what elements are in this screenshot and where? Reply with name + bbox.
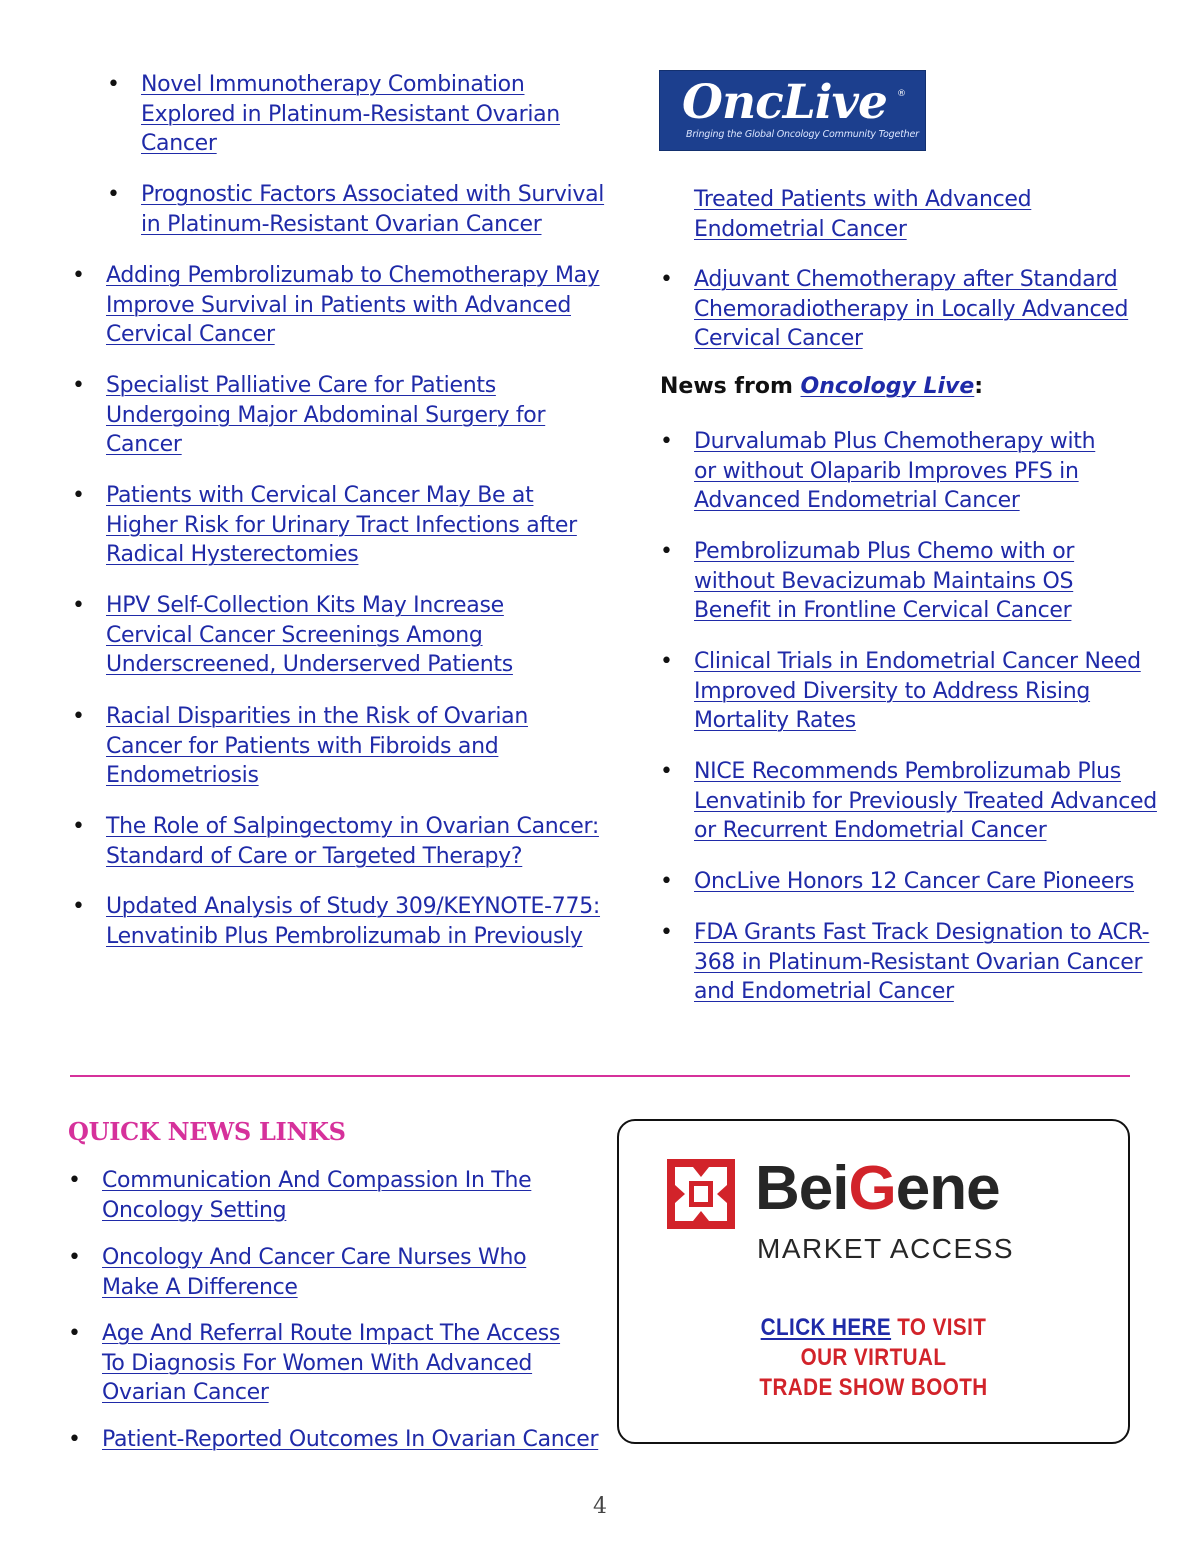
news-heading [660, 374, 983, 399]
news-heading-prefix: News from [660, 374, 801, 399]
link-line: Improve Survival in Patients with Advanced [106, 292, 571, 318]
link-line: Updated Analysis of Study 309/KEYNOTE-775: [106, 894, 601, 919]
link-line: Chemoradiotherapy in Locally Advanced [694, 296, 1129, 322]
bullet: • [68, 1427, 81, 1452]
quick-news-link[interactable] [102, 1425, 598, 1455]
section-divider [70, 1075, 1130, 1077]
article-link[interactable] [106, 892, 600, 951]
bullet: • [68, 1168, 81, 1193]
article-link[interactable] [694, 185, 1031, 244]
bullet: • [72, 263, 85, 288]
article-link[interactable] [694, 265, 1128, 354]
registered-mark: ® [897, 89, 906, 99]
bullet: • [72, 704, 85, 729]
link-line: Underscreened, Underserved Patients [106, 652, 513, 677]
link-line: Oncology And Cancer Care Nurses Who [102, 1245, 527, 1270]
article-link[interactable] [141, 180, 604, 239]
brand-part: Bei [755, 1154, 849, 1223]
article-link[interactable] [106, 481, 577, 570]
link-line: Cancer [106, 432, 182, 457]
brand-part: ene [895, 1154, 1000, 1223]
link-line: in Platinum-Resistant Ovarian Cancer [141, 211, 542, 237]
article-link[interactable] [694, 647, 1141, 736]
article-link[interactable] [694, 918, 1149, 1007]
page-number: 4 [593, 1494, 607, 1519]
link-line: Oncology Setting [102, 1197, 287, 1223]
link-line: Explored in Platinum-Resistant Ovarian [141, 101, 560, 127]
link-line: Radical Hysterectomies [106, 542, 359, 567]
link-line: Lenvatinib for Previously Treated Advanced [694, 788, 1157, 814]
brand-part-g: G [848, 1154, 896, 1223]
onclive-logo[interactable] [659, 70, 926, 151]
link-line: Ovarian Cancer [102, 1380, 269, 1405]
article-link[interactable] [694, 427, 1095, 516]
market-access-subtitle: MARKET ACCESS [757, 1233, 1015, 1264]
link-line: Adding Pembrolizumab to Chemotherapy May [106, 263, 600, 288]
bullet: • [660, 920, 673, 945]
onclive-logo-text: OncLive [682, 75, 887, 130]
news-heading-suffix: : [974, 374, 984, 399]
article-link[interactable] [106, 371, 545, 460]
link-line: 368 in Platinum-Resistant Ovarian Cancer [694, 949, 1143, 975]
link-line: OncLive Honors 12 Cancer Care Pioneers [694, 869, 1135, 894]
link-line: Benefit in Frontline Cervical Cancer [694, 598, 1072, 623]
link-line: Novel Immunotherapy Combination [141, 72, 525, 97]
link-line: Clinical Trials in Endometrial Cancer Need [694, 649, 1141, 674]
beigene-ad[interactable] [617, 1119, 1130, 1444]
article-link[interactable] [694, 867, 1134, 897]
bullet: • [107, 182, 120, 207]
article-link[interactable] [106, 812, 599, 871]
bullet: • [72, 373, 85, 398]
article-link[interactable] [694, 757, 1157, 846]
beigene-wordmark [755, 1153, 1000, 1224]
link-line: Age And Referral Route Impact The Access [102, 1321, 561, 1346]
link-line: Pembrolizumab Plus Chemo with or [694, 539, 1075, 564]
bullet: • [68, 1245, 81, 1270]
bullet: • [68, 1321, 81, 1346]
link-line: Prognostic Factors Associated with Survival [141, 182, 605, 207]
bullet: • [660, 429, 673, 454]
article-link[interactable] [694, 537, 1074, 626]
quick-news-link[interactable] [102, 1319, 560, 1408]
link-line: Cervical Cancer Screenings Among [106, 622, 483, 648]
article-link[interactable] [106, 702, 528, 791]
oncology-live-link[interactable]: Oncology Live [800, 374, 975, 399]
click-here-link[interactable]: CLICK HERE [760, 1314, 892, 1341]
onclive-tagline: Bringing the Global Oncology Community Together [686, 129, 919, 140]
link-line: Standard of Care or Targeted Therapy? [106, 843, 523, 869]
ad-call-to-action [655, 1313, 1093, 1403]
link-line: Lenvatinib Plus Pembrolizumab in Previously [106, 923, 583, 949]
link-line: and Endometrial Cancer [694, 979, 954, 1004]
link-line: HPV Self-Collection Kits May Increase [106, 593, 504, 618]
link-line: without Bevacizumab Maintains OS [694, 568, 1074, 594]
link-line: Patient-Reported Outcomes In Ovarian Cancer [102, 1427, 599, 1452]
bullet: • [72, 814, 85, 839]
link-line: Treated Patients with Advanced [694, 187, 1032, 212]
link-line: Adjuvant Chemotherapy after Standard [694, 267, 1118, 292]
list-item-continuation [694, 185, 1031, 244]
link-line: Racial Disparities in the Risk of Ovarian [106, 704, 528, 729]
link-line: FDA Grants Fast Track Designation to ACR- [694, 920, 1150, 945]
link-line: To Diagnosis For Women With Advanced [102, 1350, 533, 1376]
quick-news-link[interactable] [102, 1243, 526, 1302]
link-line: Cancer for Patients with Fibroids and [106, 733, 499, 759]
bullet: • [72, 593, 85, 618]
bullet: • [72, 894, 85, 919]
link-line: Undergoing Major Abdominal Surgery for [106, 402, 546, 428]
quick-news-title: QUICK NEWS LINKS [68, 1117, 346, 1146]
quick-news-link[interactable] [102, 1166, 531, 1225]
link-line: Higher Risk for Urinary Tract Infections after [106, 512, 577, 538]
link-line: Make A Difference [102, 1274, 298, 1300]
link-line: Improved Diversity to Address Rising [694, 678, 1091, 704]
link-line: Mortality Rates [694, 708, 856, 733]
link-line: or Recurrent Endometrial Cancer [694, 818, 1047, 843]
cta-text: OUR VIRTUAL [800, 1344, 947, 1371]
bullet: • [660, 267, 673, 292]
cta-text: TRADE SHOW BOOTH [759, 1374, 988, 1401]
article-link[interactable] [106, 261, 600, 350]
link-line: Endometriosis [106, 763, 259, 788]
link-line: Specialist Palliative Care for Patients [106, 373, 496, 398]
bullet: • [660, 869, 673, 894]
bullet: • [107, 72, 120, 97]
article-link[interactable] [141, 70, 560, 159]
link-line: The Role of Salpingectomy in Ovarian Cancer: [106, 814, 599, 839]
link-line: Communication And Compassion In The [102, 1168, 532, 1193]
link-line: Patients with Cervical Cancer May Be at [106, 483, 534, 508]
link-line: or without Olaparib Improves PFS in [694, 458, 1079, 484]
bullet: • [660, 759, 673, 784]
link-line: NICE Recommends Pembrolizumab Plus [694, 759, 1121, 784]
link-line: Endometrial Cancer [694, 216, 907, 242]
bullet: • [72, 483, 85, 508]
link-line: Cervical Cancer [106, 322, 275, 347]
article-link[interactable] [106, 591, 513, 680]
beigene-logo-icon [667, 1159, 735, 1229]
link-line: Advanced Endometrial Cancer [694, 488, 1020, 513]
cta-text: TO VISIT [891, 1314, 987, 1341]
link-line: Durvalumab Plus Chemotherapy with [694, 429, 1096, 454]
bullet: • [660, 649, 673, 674]
bullet: • [660, 539, 673, 564]
link-line: Cervical Cancer [694, 326, 863, 351]
link-line: Cancer [141, 131, 217, 156]
